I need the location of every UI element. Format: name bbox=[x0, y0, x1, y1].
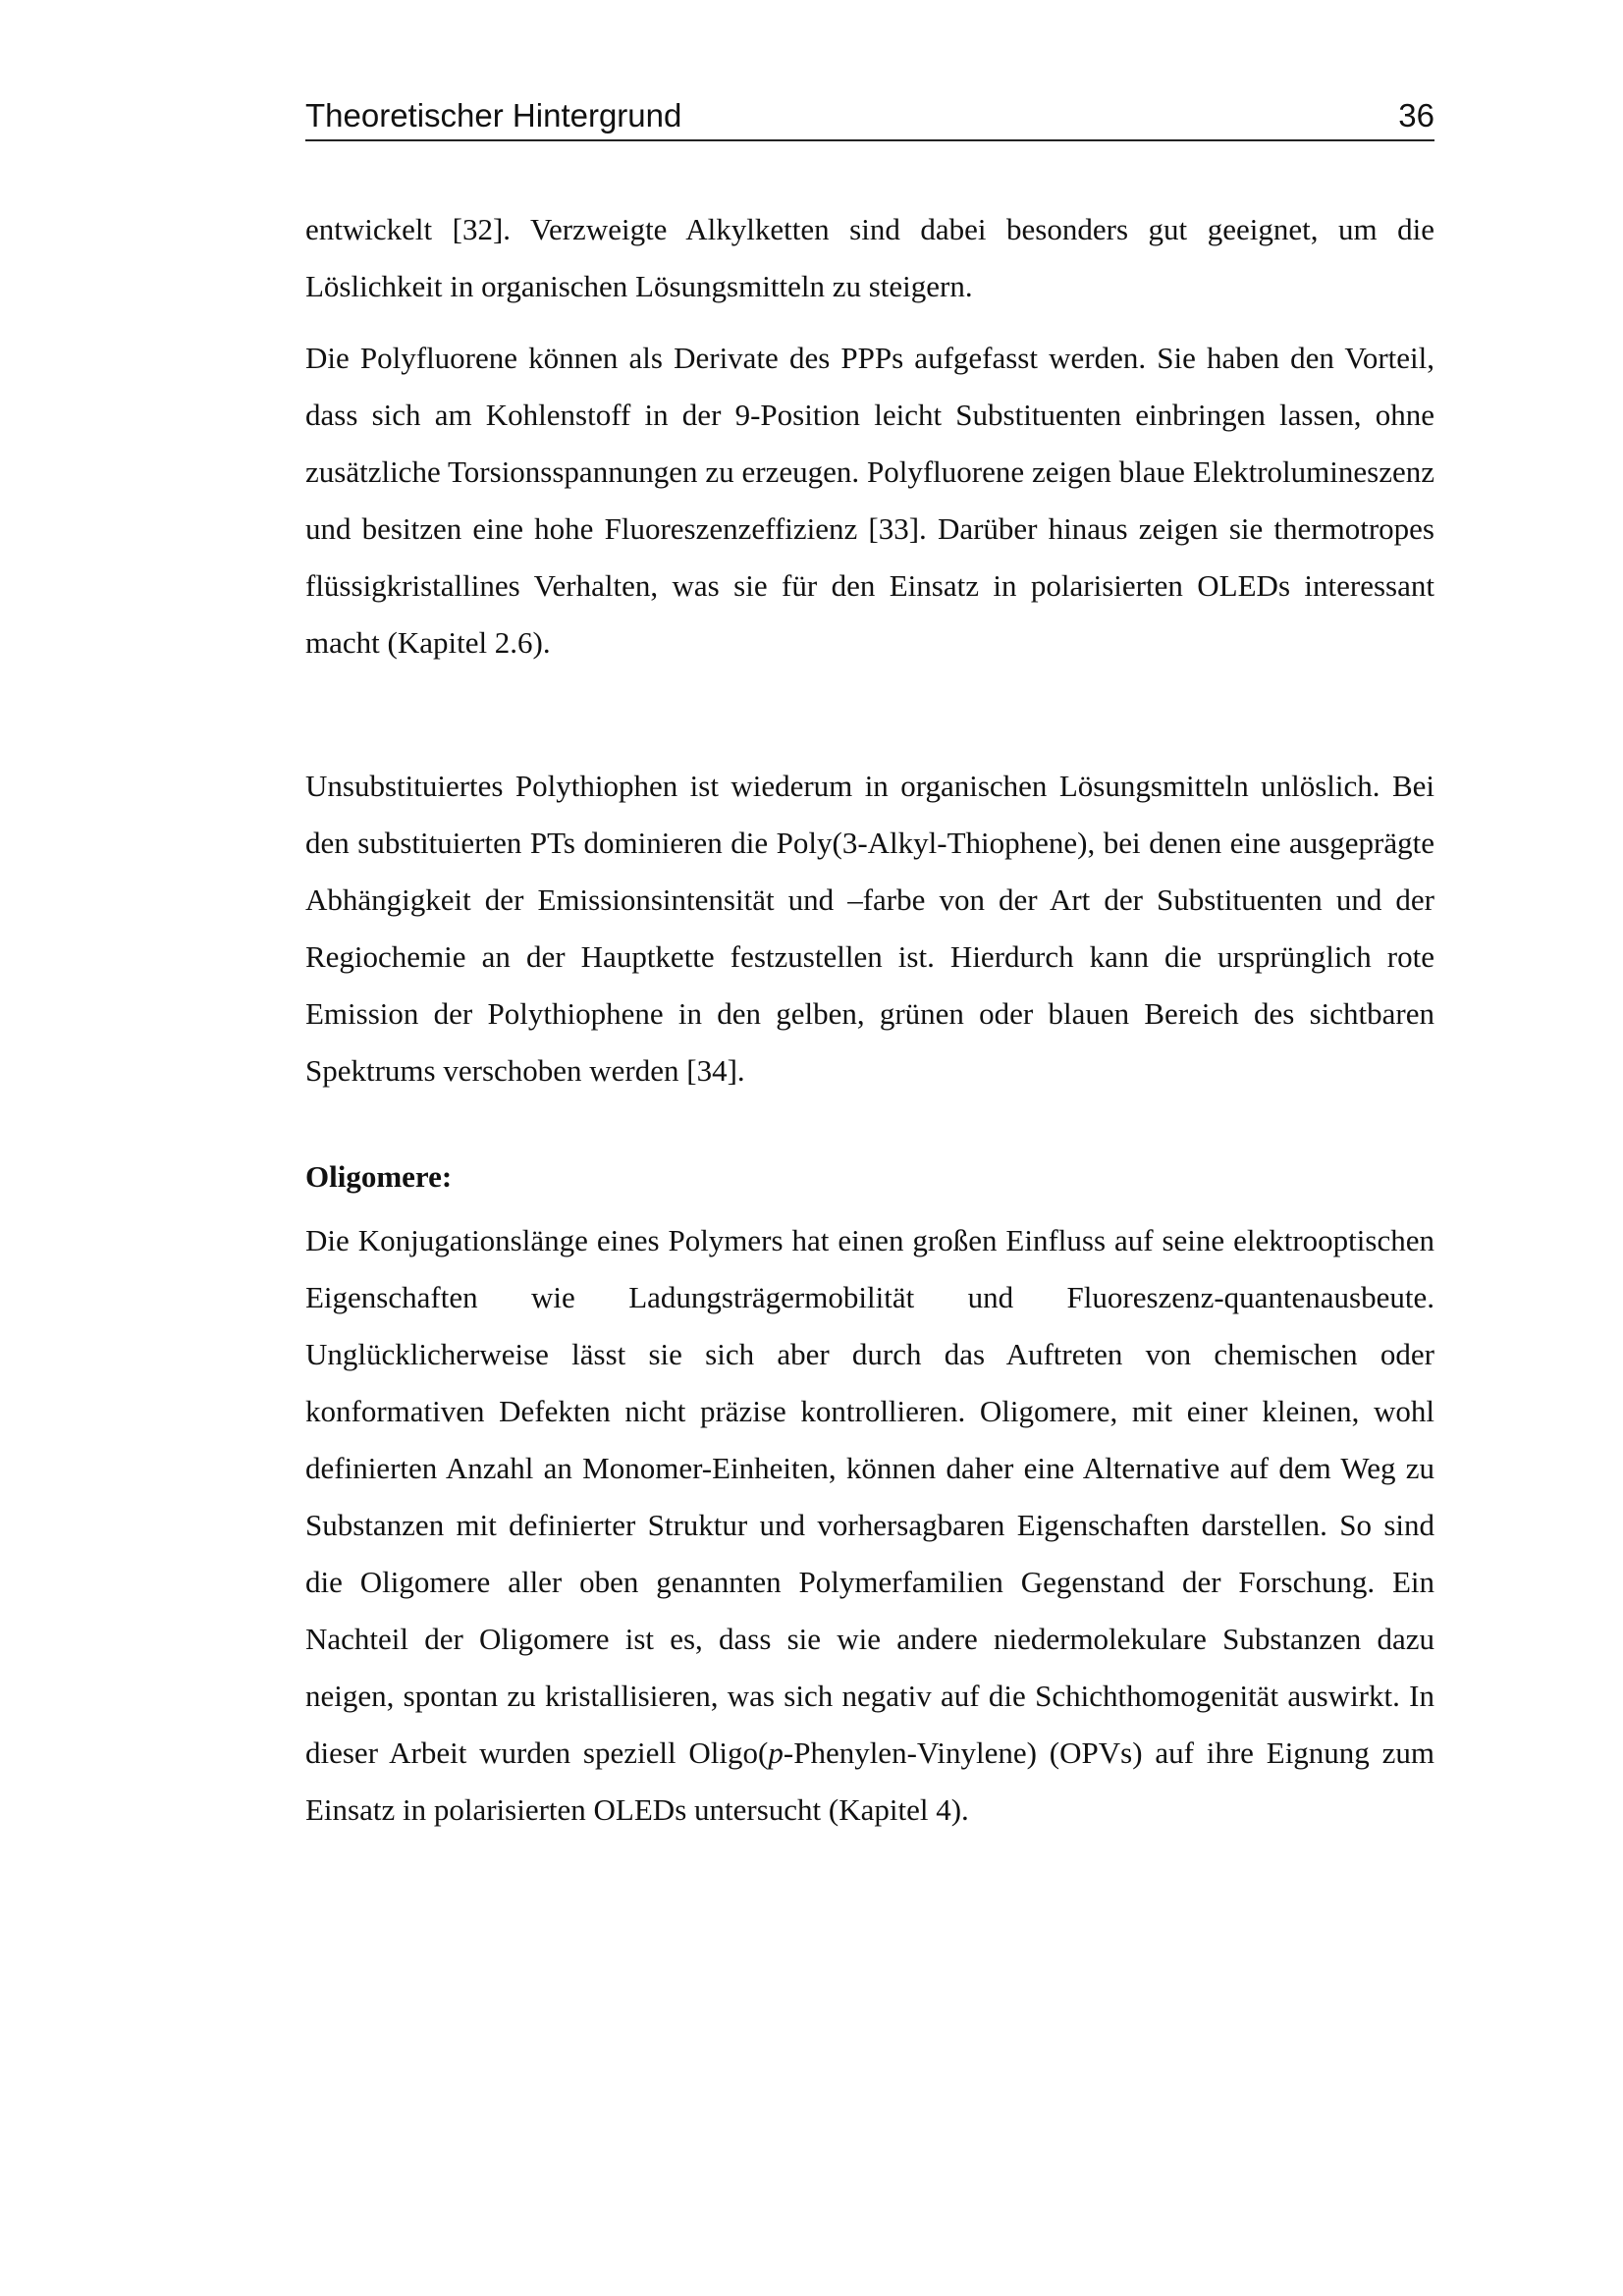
header-title: Theoretischer Hintergrund bbox=[305, 97, 682, 133]
paragraph-3-container bbox=[305, 758, 1434, 1099]
paragraph-text: -Phenylen-Vinylene) (OPVs) auf ihre Eignung zum Einsatz in polarisierten OLEDs untersucht (Kapitel 4). bbox=[305, 1735, 1434, 1827]
page-header bbox=[305, 96, 1434, 141]
italic-text: p bbox=[768, 1735, 784, 1770]
paragraph bbox=[305, 1212, 1434, 1839]
paragraph-text: Die Konjugationslänge eines Polymers hat einen großen Einfluss auf seine elektrooptischen Eigenschaften wie Ladungsträgermobilität und Fluoreszenz-quantenausbeute. Unglücklicherweise lässt sie sich aber durch das Auftreten von chemischen oder konformativen Defekten nicht präzise kontrollieren. Oligomere, mit einer kleinen, wohl definierten Anzahl an Monomer-Einheiten, können daher eine Alternative auf dem Weg zu Substanzen mit definierter Struktur und vorhersagbaren Eigenschaften darstellen. So sind die Oligomere aller oben genannten Polymerfamilien Gegenstand der Forschung. Ein Nachteil der Oligomere ist es, dass sie wie andere niedermolekulare Substanzen dazu neigen, spontan zu kristallisieren, was sich negativ auf die Schichthomogenität auswirkt. In dieser Arbeit wurden speziell Oligo( bbox=[305, 1223, 1434, 1770]
paragraph-4-container bbox=[305, 1212, 1434, 1839]
paragraph: Unsubstituiertes Polythiophen ist wiederum in organischen Lösungsmitteln unlöslich. Bei den substituierten PTs dominieren die Poly(3-Alkyl-Thiophene), bei denen eine ausgeprägte Abhängigkeit der Emissionsintensität und –farbe von der Art der Substituenten und der Regiochemie an der Hauptkette festzustellen ist. Hierdurch kann die ursprünglich rote Emission der Polythiophene in den gelben, grünen oder blauen Bereich des sichtbaren Spektrums verschoben werden [34]. bbox=[305, 769, 1434, 1088]
paragraph-1-container bbox=[305, 201, 1434, 315]
paragraph-2-container bbox=[305, 330, 1434, 671]
section-heading: Oligomere: bbox=[305, 1159, 453, 1194]
paragraph: Die Polyfluorene können als Derivate des PPPs aufgefasst werden. Sie haben den Vorteil, dass sich am Kohlenstoff in der 9-Position leicht Substituenten einbringen lassen, ohne zusätzliche Torsionsspannungen zu erzeugen. Polyfluorene zeigen blaue Elektrolumineszenz und besitzen eine hohe Fluoreszenzeffizienz [33]. Darüber hinaus zeigen sie thermotropes flüssigkristallines Verhalten, was sie für den Einsatz in polarisierten OLEDs interessant macht (Kapitel 2.6). bbox=[305, 341, 1434, 660]
page-number: 36 bbox=[1398, 97, 1434, 133]
paragraph: entwickelt [32]. Verzweigte Alkylketten sind dabei besonders gut geeignet, um die Löslichkeit in organischen Lösungsmitteln zu steigern. bbox=[305, 212, 1434, 303]
